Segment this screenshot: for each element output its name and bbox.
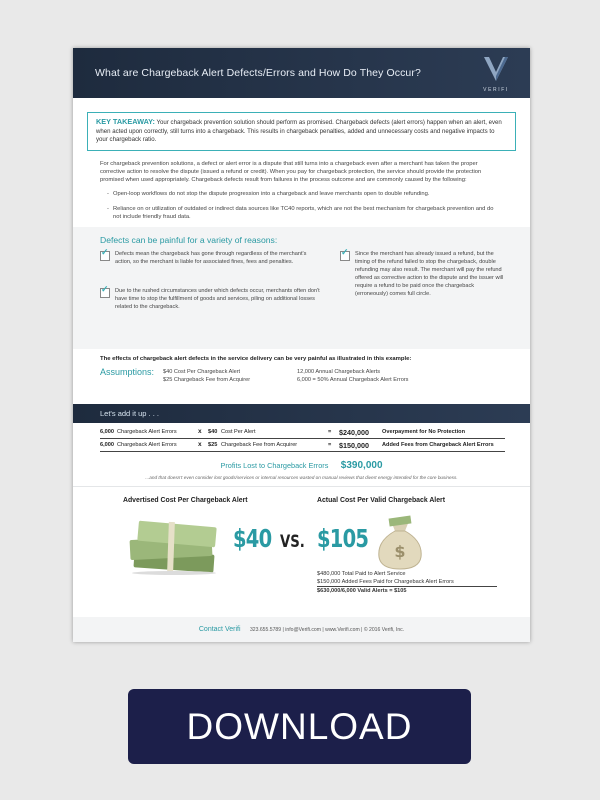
checkbox-icon	[100, 288, 110, 298]
calc-qty: 6,000	[100, 442, 114, 448]
document-footer	[73, 617, 530, 642]
calc-amount-label: Chargeback Fee from Acquirer	[221, 442, 298, 448]
vs-label: VS.	[280, 532, 305, 552]
defects-heading: Defects can be painful for a variety of reasons:	[100, 235, 278, 245]
calc-amount: $25	[208, 442, 218, 448]
document-preview	[73, 48, 530, 642]
assumption-item: 6,000 = 50% Annual Chargeback Alert Errors	[297, 377, 409, 383]
key-takeaway-text: Your chargeback prevention solution should perform as promised. Chargeback defects (alert errors) happen when an alert, even when acted upon correctly, still turns into a chargeback. This results in chargeback penalties, added and unnecessary costs and negative impacts to your chargeback ratio.	[96, 119, 502, 144]
footnote: ...and that doesn't even consider lost goods/services or internal resources wasted on manual reviews that divert energy intended for the core business.	[145, 475, 458, 480]
calc-qty-label: Chargeback Alert Errors	[117, 442, 177, 448]
download-button[interactable]: DOWNLOAD	[128, 689, 471, 764]
key-takeaway-box	[87, 112, 516, 151]
profits-lost	[73, 455, 530, 473]
calc-operator: x	[198, 441, 202, 448]
calc-result: $150,000	[339, 441, 369, 450]
logo-wordmark: VERIFI	[483, 87, 509, 93]
intro-paragraph: For chargeback prevention solutions, a defect or alert error is a dispute that still turns into a chargeback even after a merchant has taken the proper corrective action to resolve the dispute (issued a refund or credit). When you pay for chargeback protection, the service should provide the protection promised when used appropriately. Chargeback defects result from failures in the process outcome and are commonly caused by the following:	[100, 160, 482, 184]
defect-item	[355, 251, 505, 298]
calculation-table	[73, 423, 530, 453]
total-result: $630,000/6,000 Valid Alerts = $105	[317, 588, 407, 594]
defects-section	[73, 227, 530, 349]
calc-row	[100, 427, 505, 439]
key-takeaway-label: KEY TAKEAWAY:	[96, 117, 155, 126]
defect-item	[115, 251, 320, 267]
contact-info: 323.655.5789 | info@Verifi.com | www.Verifi.com | © 2016 Verifi, Inc.	[249, 627, 405, 633]
intro-section	[73, 151, 530, 221]
defect-item	[115, 288, 325, 312]
totals-list	[317, 570, 497, 595]
calc-operator: x	[198, 428, 202, 435]
calc-equals: =	[328, 442, 332, 448]
checkbox-icon	[100, 251, 110, 261]
calc-row	[100, 440, 505, 452]
total-item: $150,000 Added Fees Paid for Chargeback Alert Errors	[317, 578, 497, 587]
actual-heading: Actual Cost Per Valid Chargeback Alert	[317, 497, 446, 504]
total-item: $480,000 Total Paid to Alert Service	[317, 571, 406, 577]
money-bag-icon	[371, 515, 429, 573]
assumption-item: $25 Chargeback Fee from Acquirer	[163, 377, 251, 383]
calc-equals: =	[328, 429, 332, 435]
checkbox-icon	[340, 251, 350, 261]
advertised-heading: Advertised Cost Per Chargeback Alert	[123, 497, 248, 504]
defect-item-text: Since the merchant has already issued a refund, but the timing of the refund failed to stop the chargeback, double refunding may also result. The merchant will pay the refund offered as corrective action to the dispute and the issuer will require a refund to be paid once the chargeback (erroneously) comes full circle.	[355, 251, 504, 297]
advertised-price: $40	[233, 524, 272, 553]
assumptions	[73, 362, 530, 390]
document-header	[73, 48, 530, 98]
cost-comparison	[73, 486, 530, 605]
profits-label: Profits Lost to Chargeback Errors	[220, 461, 329, 470]
bullet-item: - Reliance on or utilization of outdated or indirect data sources like TC40 reports, which are not the best mechanism for chargeback prevention and do not include friendly fraud data.	[113, 205, 503, 221]
assumption-item: $40 Cost Per Chargeback Alert	[163, 369, 241, 375]
calc-amount-label: Cost Per Alert	[221, 429, 256, 435]
calc-result-label: Overpayment for No Protection	[382, 429, 465, 435]
svg-text:$: $	[394, 542, 406, 561]
bullet-item: - Open-loop workflows do not stop the dispute progression into a chargeback and leave merchants open to double refunding.	[113, 190, 503, 198]
defect-item-text: Due to the rushed circumstances under which defects occur, merchants often don't have time to stop the fulfillment of goods and services, piling on additional losses related to the chargeback.	[115, 288, 320, 310]
verifi-logo	[476, 54, 516, 94]
calc-qty-label: Chargeback Alert Errors	[117, 429, 177, 435]
add-it-up-bar: Let's add it up . . .	[73, 404, 530, 423]
assumptions-col-2	[297, 368, 408, 384]
calc-result-label: Added Fees from Chargeback Alert Errors	[382, 442, 494, 448]
calc-qty: 6,000	[100, 429, 114, 435]
assumptions-col-1	[163, 368, 250, 384]
effects-text: The effects of chargeback alert defects in the service delivery can be very painful as illustrated in this example:	[100, 356, 412, 362]
assumptions-label: Assumptions:	[100, 367, 155, 377]
actual-price: $105	[317, 524, 369, 553]
defect-item-text: Defects mean the chargeback has gone through regardless of the merchant's action, so the merchant is liable for associated fines, fees and penalties.	[115, 251, 307, 265]
contact-label: Contact Verifi	[198, 626, 241, 633]
calc-amount: $40	[208, 429, 218, 435]
v-logo-icon	[481, 54, 511, 84]
document-title: What are Chargeback Alert Defects/Errors and How Do They Occur?	[95, 67, 421, 79]
assumption-item: 12,000 Annual Chargeback Alerts	[297, 369, 381, 375]
money-stack-icon	[128, 520, 220, 575]
calc-result: $240,000	[339, 428, 369, 437]
profits-value: $390,000	[340, 460, 383, 471]
